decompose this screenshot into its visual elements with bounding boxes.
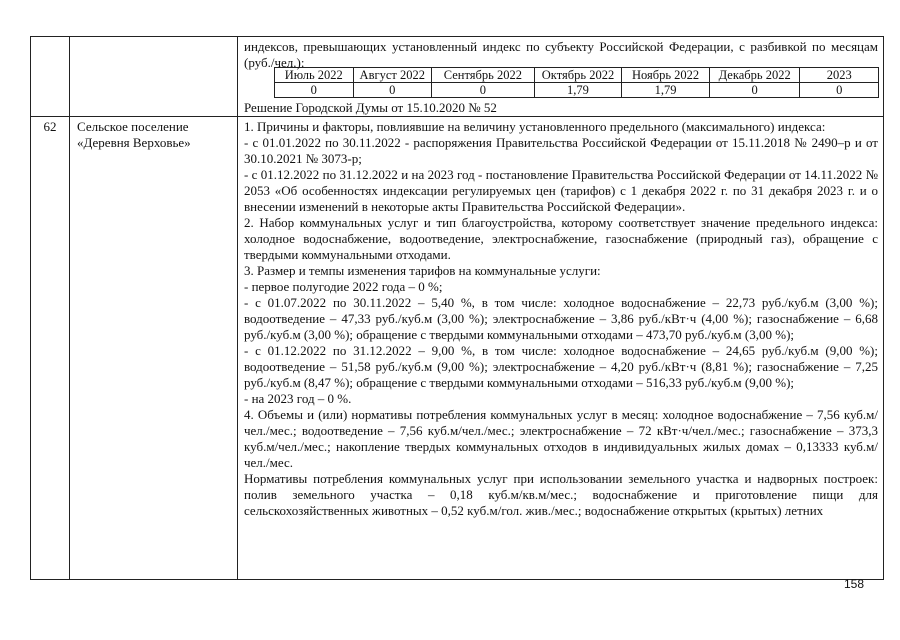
- month-value: 0: [353, 83, 432, 98]
- paragraph: - с 01.12.2022 по 31.12.2022 и на 2023 год - постановление Правительства Российской Федерации от 14.11.2022 № 2053 «Об особенностях индексации регулируемых цен (тарифов) с 1 декабря 2022 г. по 31 декабря 2023 г. и о внесении изменений в некоторые акты Правительства Российской Федерации».: [244, 167, 878, 214]
- column-divider: [237, 37, 238, 579]
- row-description: [244, 119, 878, 519]
- monthly-index-table: [274, 67, 879, 98]
- prev-row-intro: индексов, превышающих установленный индекс по субъекту Российской Федерации, с разбивкой по месяцам (руб./чел.):: [244, 39, 878, 70]
- month-value: 0: [709, 83, 800, 98]
- month-value: 1,79: [534, 83, 622, 98]
- month-header: Октябрь 2022: [534, 68, 622, 83]
- column-divider: [69, 37, 70, 579]
- paragraph: 1. Причины и факторы, повлиявшие на величину установленного предельного (максимального) индекса:: [244, 119, 826, 134]
- month-header: Август 2022: [353, 68, 432, 83]
- month-header: Сентябрь 2022: [432, 68, 535, 83]
- month-value: 0: [800, 83, 879, 98]
- paragraph: - с 01.01.2022 по 30.11.2022 - распоряжения Правительства Российской Федерации от 15.11.2018 № 2490–р и от 30.10.2021 № 3073-р;: [244, 135, 878, 166]
- monthly-index-header-row: [275, 68, 879, 83]
- paragraph: 2. Набор коммунальных услуг и тип благоустройства, которому соответствует значение предельного индекса: холодное водоснабжение, водоотведение, электроснабжение, газоснабжение (природный газ), обращение с твердыми коммунальными отходами.: [244, 215, 878, 262]
- prev-row-decision: Решение Городской Думы от 15.10.2020 № 52: [244, 100, 497, 115]
- month-header: 2023: [800, 68, 879, 83]
- month-header: Июль 2022: [275, 68, 354, 83]
- settlement-name: Сельское поселение «Деревня Верховье»: [77, 119, 191, 150]
- monthly-index-value-row: [275, 83, 879, 98]
- paragraph: - с 01.07.2022 по 30.11.2022 – 5,40 %, в том числе: холодное водоснабжение – 22,73 руб./куб.м (3,00 %); водоотведение – 47,33 руб./куб.м (3,00 %); электроснабжение – 3,86 руб./кВт·ч (4,00 %); газоснабжение – 6,68 руб./куб.м (3,00 %); обращение с твердыми коммунальными отходами – 473,70 руб./куб.м (3,00 %);: [244, 295, 878, 342]
- paragraph: 4. Объемы и (или) нормативы потребления коммунальных услуг в месяц: холодное водоснабжение – 7,56 куб.м/чел./мес.; водоотведение – 7,56 куб.м/чел./мес.; электроснабжение – 72 кВт·ч/чел./мес.; газоснабжение – 373,3 куб.м/чел./мес.; накопление твердых коммунальных отходов в индивидуальных жилых домах – 0,13333 куб.м/чел./мес.: [244, 407, 878, 470]
- month-header: Декабрь 2022: [709, 68, 800, 83]
- month-value: 0: [275, 83, 354, 98]
- paragraph: Нормативы потребления коммунальных услуг при использовании земельного участка и надворных построек: полив земельного участка – 0,18 куб.м/кв.м/мес.; водоснабжение и приготовление пищи для сельскохозяйственных животных – 0,52 куб.м/гол. жив./мес.; водоснабжение открытых (крытых) летних: [244, 471, 878, 518]
- month-header: Ноябрь 2022: [622, 68, 710, 83]
- document-table: [30, 36, 884, 580]
- paragraph: - на 2023 год – 0 %.: [244, 391, 352, 406]
- month-value: 0: [432, 83, 535, 98]
- page-number: 158: [843, 577, 864, 591]
- month-value: 1,79: [622, 83, 710, 98]
- paragraph: - с 01.12.2022 по 31.12.2022 – 9,00 %, в том числе: холодное водоснабжение – 24,65 руб./куб.м (9,00 %); водоотведение – 51,58 руб./куб.м (9,00 %); электроснабжение – 4,20 руб./кВт·ч (8,81 %); газоснабжение – 7,25 руб./куб.м (8,47 %); обращение с твердыми коммунальными отходами – 516,33 руб./куб.м (9,00 %);: [244, 343, 878, 390]
- paragraph: - первое полугодие 2022 года – 0 %;: [244, 279, 443, 294]
- row-number: 62: [43, 119, 57, 134]
- paragraph: 3. Размер и темпы изменения тарифов на коммунальные услуги:: [244, 263, 601, 278]
- row-divider: [31, 116, 883, 117]
